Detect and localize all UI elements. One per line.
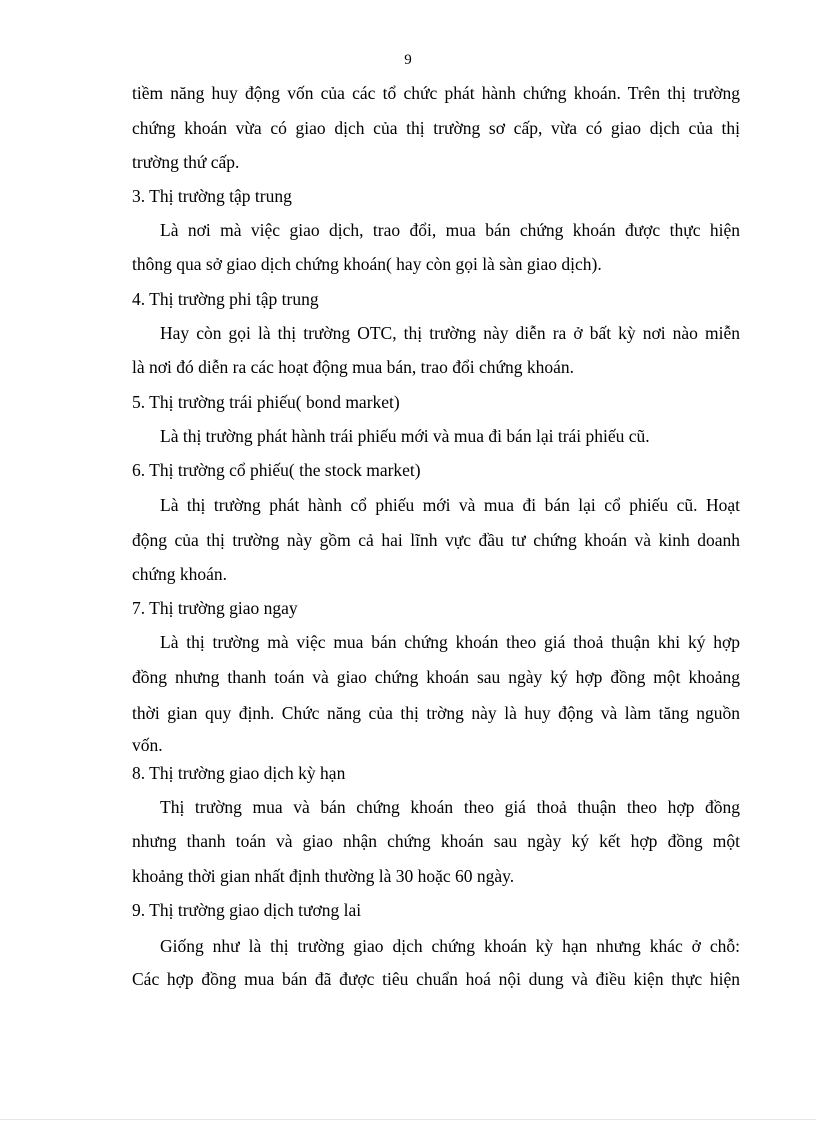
body-line: Hay còn gọi là thị trường OTC, thị trường này diễn ra ở bất kỳ nơi nào miễn [160, 323, 740, 343]
section-heading: 7. Thị trường giao ngay [132, 598, 298, 618]
body-line: thông qua sở giao dịch chứng khoán( hay còn gọi là sàn giao dịch). [132, 254, 602, 274]
body-line: Là thị trường mà việc mua bán chứng khoán theo giá thoả thuận khi ký hợp [160, 632, 740, 652]
body-line: thời gian quy định. Chức năng của thị trờng này là huy động và làm tăng nguồn [132, 703, 740, 723]
body-line: đồng nhưng thanh toán và giao chứng khoán sau ngày ký hợp đồng một khoảng [132, 667, 740, 687]
body-line: Các hợp đồng mua bán đã được tiêu chuẩn hoá nội dung và điều kiện thực hiện [132, 969, 740, 989]
section-heading: 3. Thị trường tập trung [132, 186, 292, 206]
page-bottom-divider [0, 1119, 816, 1120]
section-heading: 9. Thị trường giao dịch tương lai [132, 900, 362, 920]
body-line: vốn. [132, 735, 163, 755]
body-line: Thị trường mua và bán chứng khoán theo giá thoả thuận theo hợp đồng [160, 797, 740, 817]
section-heading: 5. Thị trường trái phiếu( bond market) [132, 392, 400, 412]
body-line: tiềm năng huy động vốn của các tổ chức phát hành chứng khoán. Trên thị trường [132, 83, 740, 103]
body-line: Là nơi mà việc giao dịch, trao đổi, mua bán chứng khoán được thực hiện [160, 220, 740, 240]
body-line: chứng khoán vừa có giao dịch của thị trường sơ cấp, vừa có giao dịch của thị [132, 118, 740, 138]
page-number: 9 [404, 52, 412, 68]
body-line: là nơi đó diễn ra các hoạt động mua bán, trao đổi chứng khoán. [132, 357, 575, 377]
body-line: động của thị trường này gồm cả hai lĩnh vực đầu tư chứng khoán và kinh doanh [132, 530, 740, 550]
body-line: chứng khoán. [132, 564, 228, 584]
body-line: khoảng thời gian nhất định thường là 30 hoặc 60 ngày. [132, 866, 515, 886]
body-line: nhưng thanh toán và giao nhận chứng khoán sau ngày ký kết hợp đồng một [132, 831, 740, 851]
section-heading: 4. Thị trường phi tập trung [132, 289, 319, 309]
body-line: trường thứ cấp. [132, 152, 240, 172]
body-line: Là thị trường phát hành trái phiếu mới và mua đi bán lại trái phiếu cũ. [160, 426, 650, 446]
body-line: Là thị trường phát hành cổ phiếu mới và mua đi bán lại cổ phiếu cũ. Hoạt [160, 495, 740, 515]
section-heading: 8. Thị trường giao dịch kỳ hạn [132, 763, 346, 783]
section-heading: 6. Thị trường cổ phiếu( the stock market) [132, 460, 421, 480]
body-line: Giống như là thị trường giao dịch chứng khoán kỳ hạn nhưng khác ở chỗ: [160, 936, 740, 956]
